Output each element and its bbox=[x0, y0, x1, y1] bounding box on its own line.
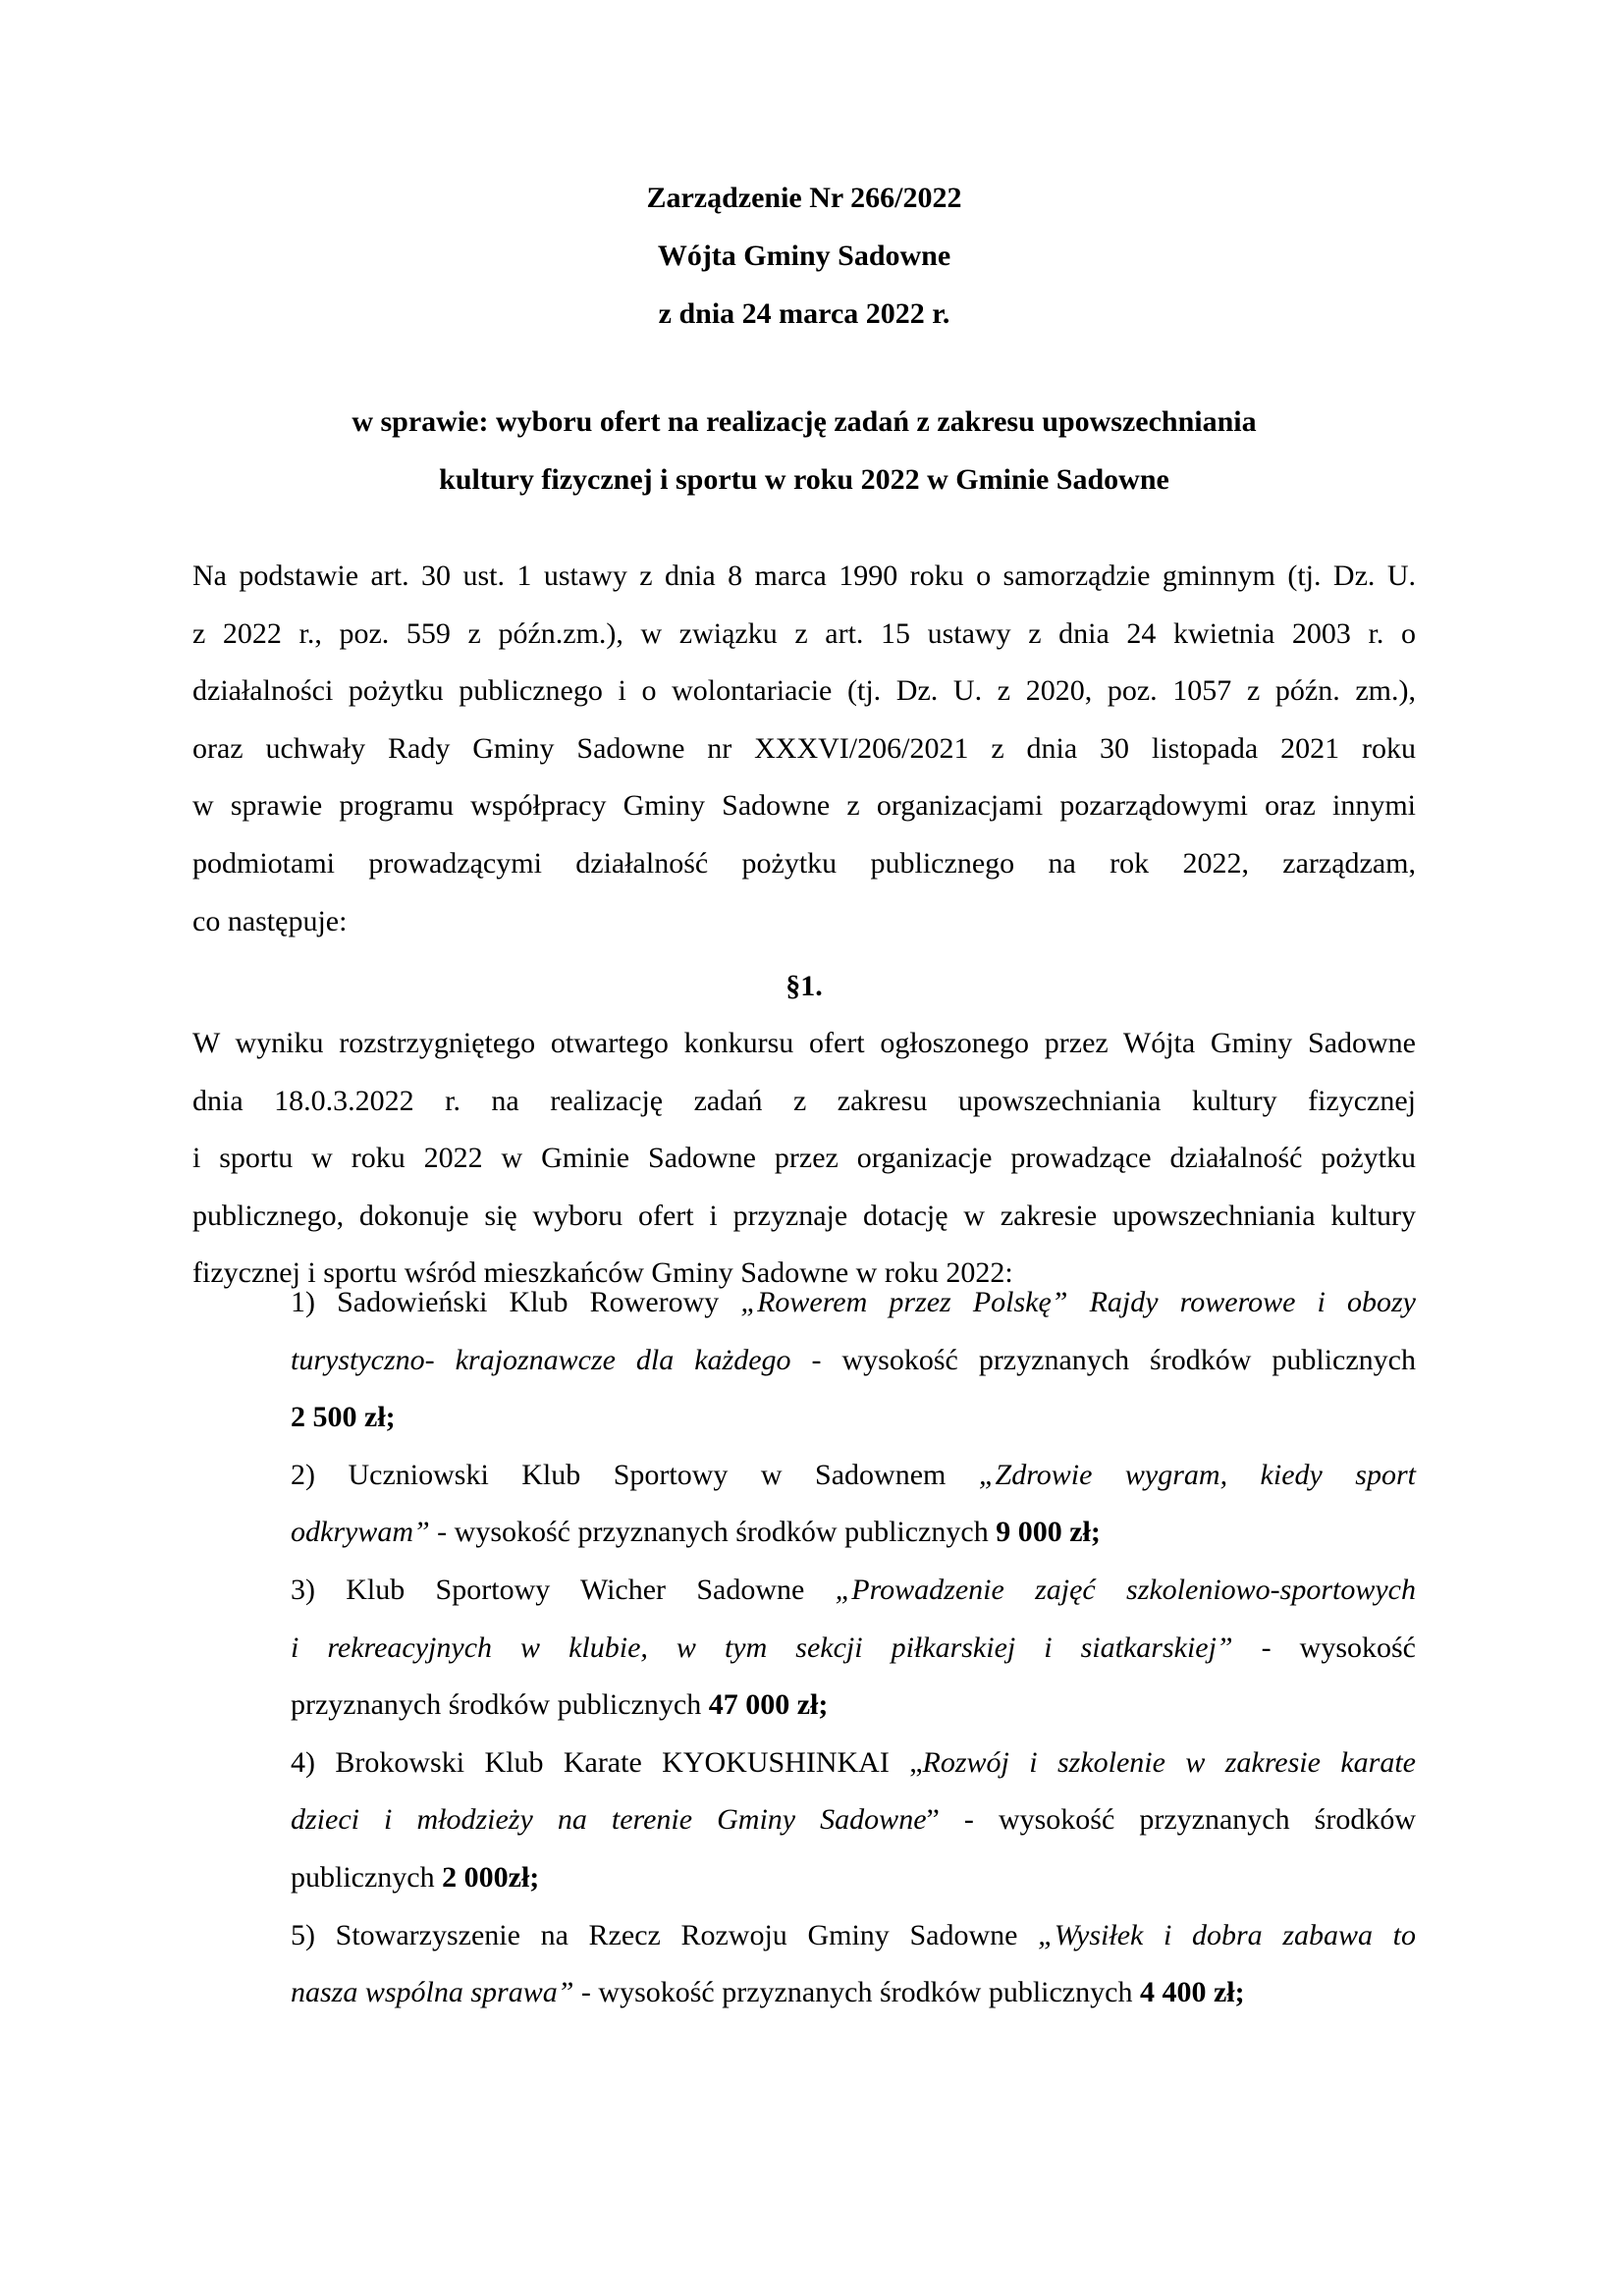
ordinance-subject bbox=[192, 393, 1416, 508]
item-amount: 47 000 zł; bbox=[708, 1688, 829, 1722]
grant-list bbox=[291, 1274, 1416, 2022]
item-amount-label: - wysokość przyznanych środków publicznych bbox=[790, 1343, 1416, 1376]
item-task-title: „Prowadzenie zajęć szkoleniowo-sportowych bbox=[835, 1573, 1416, 1606]
list-item bbox=[291, 1907, 1416, 2022]
section1-line: W wyniku rozstrzygniętego otwartego konkursu ofert ogłoszonego przez Wójta Gminy Sadowne bbox=[192, 1027, 1416, 1059]
list-item bbox=[291, 1447, 1416, 1562]
item-task-title: nasza wspólna sprawa” bbox=[291, 1976, 574, 2009]
list-item bbox=[291, 1562, 1416, 1735]
ordinance-number: Zarządzenie Nr 266/2022 bbox=[646, 182, 962, 214]
item-amount-label: publicznych bbox=[291, 1860, 443, 1894]
item-amount-label: przyznanych środków publicznych bbox=[291, 1688, 709, 1722]
item-amount-label: - wysokość bbox=[1232, 1630, 1416, 1664]
preamble-line: z 2022 r., poz. 559 z późn.zm.), w związku z art. 15 ustawy z dnia 24 kwietnia 2003 r. o bbox=[192, 616, 1416, 650]
preamble-line: Na podstawie art. 30 ust. 1 ustawy z dnia 8 marca 1990 roku o samorządzie gminnym (tj. Dz. U. bbox=[192, 560, 1416, 592]
subject-line-1: w sprawie: wyboru ofert na realizację zadań z zakresu upowszechniania bbox=[352, 405, 1257, 438]
subject-line-2: kultury fizycznej i sportu w roku 2022 w Gminie Sadowne bbox=[439, 463, 1169, 496]
item-amount: 4 400 zł; bbox=[1139, 1976, 1245, 2009]
item-amount-label: ” - wysokość przyznanych środków bbox=[926, 1803, 1417, 1837]
preamble-line: co następuje: bbox=[192, 904, 348, 937]
item-organization: 4) Brokowski Klub Karate KYOKUSHINKAI „ bbox=[291, 1745, 923, 1779]
section1-line: i sportu w roku 2022 w Gminie Sadowne przez organizacje prowadzące działalność pożytku bbox=[192, 1142, 1416, 1175]
item-organization: 3) Klub Sportowy Wicher Sadowne bbox=[291, 1573, 836, 1606]
item-amount-label: - wysokość przyznanych środków publicznych bbox=[573, 1976, 1140, 2009]
ordinance-date: z dnia 24 marca 2022 r. bbox=[658, 297, 950, 330]
list-item bbox=[291, 1274, 1416, 1447]
preamble-line: w sprawie programu współpracy Gminy Sadowne z organizacjami pozarządowymi oraz innymi bbox=[192, 789, 1416, 823]
item-amount: 2 000zł; bbox=[442, 1860, 540, 1894]
section1-line: fizycznej i sportu wśród mieszkańców Gminy Sadowne w roku 2022: bbox=[192, 1256, 1013, 1290]
section-sign: §1. bbox=[785, 970, 823, 1002]
item-amount: 9 000 zł; bbox=[996, 1516, 1101, 1549]
item-organization: 1) Sadowieński Klub Rowerowy bbox=[291, 1286, 741, 1318]
item-task-title: „Zdrowie wygram, kiedy sport bbox=[978, 1458, 1416, 1491]
section1-paragraph bbox=[192, 1015, 1416, 1303]
item-task-title: „Rowerem przez Polskę” Rajdy rowerowe i obozy bbox=[740, 1286, 1416, 1318]
document-title bbox=[192, 169, 1416, 343]
preamble-paragraph bbox=[192, 548, 1416, 950]
item-task-title: odkrywam” bbox=[291, 1516, 430, 1549]
list-item bbox=[291, 1735, 1416, 1907]
item-organization: 2) Uczniowski Klub Sportowy w Sadownem bbox=[291, 1458, 979, 1491]
item-amount-label: - wysokość przyznanych środków publicznych bbox=[429, 1516, 997, 1549]
section1-line: dnia 18.0.3.2022 r. na realizację zadań z zakresu upowszechniania kultury fizycznej bbox=[192, 1084, 1416, 1117]
section1-line: publicznego, dokonuje się wyboru ofert i przyznaje dotację w zakresie upowszechniania kultury bbox=[192, 1199, 1416, 1232]
ordinance-issuer: Wójta Gminy Sadowne bbox=[657, 240, 951, 272]
item-task-title: turystyczno- krajoznawcze dla każdego bbox=[291, 1343, 791, 1376]
item-task-title: i rekreacyjnych w klubie, w tym sekcji piłkarskiej i siatkarskiej” bbox=[291, 1630, 1233, 1664]
item-task-title: dzieci i młodzieży na terenie Gminy Sadowne bbox=[291, 1803, 927, 1837]
preamble-line: podmiotami prowadzącymi działalność pożytku publicznego na rok 2022, zarządzam, bbox=[192, 846, 1416, 880]
item-amount: 2 500 zł; bbox=[291, 1401, 396, 1434]
item-task-title: Rozwój i szkolenie w zakresie karate bbox=[922, 1745, 1416, 1779]
preamble-line: działalności pożytku publicznego i o wolontariacie (tj. Dz. U. z 2020, poz. 1057 z późn. zm.), bbox=[192, 674, 1416, 708]
preamble-line: oraz uchwały Rady Gminy Sadowne nr XXXVI/206/2021 z dnia 30 listopada 2021 roku bbox=[192, 731, 1416, 765]
item-organization: 5) Stowarzyszenie na Rzecz Rozwoju Gminy Sadowne bbox=[291, 1918, 1039, 1951]
item-task-title: „Wysiłek i dobra zabawa to bbox=[1038, 1918, 1416, 1951]
